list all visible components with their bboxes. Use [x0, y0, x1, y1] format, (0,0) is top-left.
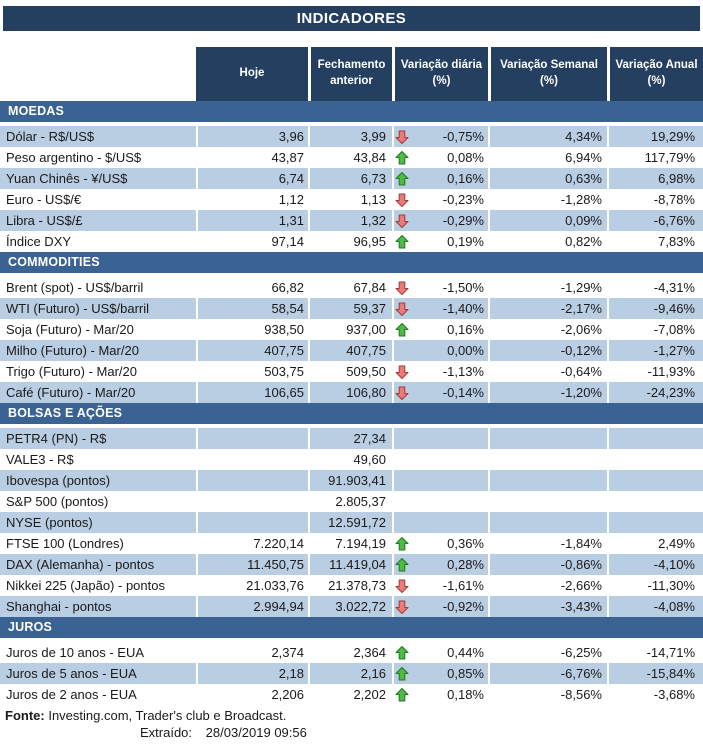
- variacao-diaria-cell: [392, 684, 488, 705]
- variacao-diaria-value: 0,85%: [447, 666, 484, 681]
- table-row: [0, 491, 703, 512]
- variacao-diaria-value: -0,29%: [442, 213, 484, 228]
- row-label: Peso argentino - $/US$: [6, 150, 142, 165]
- row-label: Milho (Futuro) - Mar/20: [0, 340, 196, 361]
- variacao-diaria-cell: [392, 340, 488, 361]
- variacao-diaria-cell: [392, 147, 488, 168]
- variacao-diaria-cell: [392, 277, 488, 298]
- table-row: [0, 596, 703, 617]
- hoje-value: [196, 512, 308, 533]
- fechamento-value: 2,202: [308, 684, 392, 705]
- fechamento-value: 43,84: [308, 147, 392, 168]
- variacao-anual-value: 117,79%: [607, 147, 703, 168]
- fechamento-value: 6,73: [308, 168, 392, 189]
- hoje-value: 21.033,76: [196, 575, 308, 596]
- table-row: [0, 277, 703, 298]
- extracted-timestamp: 28/03/2019 09:56: [205, 725, 307, 740]
- variacao-semanal-value: 0,63%: [488, 168, 607, 189]
- variacao-diaria-cell: [392, 319, 488, 340]
- up-arrow-icon: [394, 665, 411, 682]
- report-title: INDICADORES: [3, 6, 700, 31]
- row-label: DAX (Alemanha) - pontos: [0, 554, 196, 575]
- indicators-report: [0, 6, 703, 741]
- hoje-value: 1,31: [196, 210, 308, 231]
- variacao-diaria-cell: [392, 642, 488, 663]
- hoje-value: 2,374: [196, 642, 308, 663]
- column-header-hoje: Hoje: [196, 47, 308, 101]
- row-label: PETR4 (PN) - R$: [0, 428, 196, 449]
- table-row: [0, 340, 703, 361]
- variacao-anual-value: 2,49%: [607, 533, 703, 554]
- table-row: [0, 319, 703, 340]
- variacao-semanal-value: 6,94%: [488, 147, 607, 168]
- hoje-value: 43,87: [196, 147, 308, 168]
- table-row: [0, 298, 703, 319]
- hoje-value: [196, 491, 308, 512]
- variacao-diaria-cell: [392, 298, 488, 319]
- variacao-diaria-cell: [392, 470, 488, 491]
- down-arrow-icon: [394, 384, 411, 401]
- hoje-value: 407,75: [196, 340, 308, 361]
- up-arrow-icon: [394, 321, 411, 338]
- variacao-diaria-value: 0,44%: [447, 645, 484, 660]
- variacao-semanal-value: -1,28%: [488, 189, 607, 210]
- variacao-anual-value: -15,84%: [607, 663, 703, 684]
- variacao-diaria-cell: [392, 449, 488, 470]
- variacao-diaria-cell: [392, 168, 488, 189]
- variacao-anual-value: -1,27%: [607, 340, 703, 361]
- variacao-anual-value: [607, 449, 703, 470]
- variacao-anual-value: -4,31%: [607, 277, 703, 298]
- fechamento-value: 1,13: [308, 189, 392, 210]
- no-arrow-placeholder: [394, 514, 411, 531]
- fechamento-value: 49,60: [308, 449, 392, 470]
- row-label: Libra - US$/£: [0, 210, 196, 231]
- row-label: FTSE 100 (Londres): [6, 536, 124, 551]
- no-arrow-placeholder: [394, 493, 411, 510]
- column-header-variacao-diaria: Variação diária (%): [392, 47, 488, 101]
- variacao-diaria-value: -0,23%: [442, 192, 484, 207]
- hoje-value: 6,74: [196, 168, 308, 189]
- fechamento-value: 2.805,37: [308, 491, 392, 512]
- fechamento-value: 59,37: [308, 298, 392, 319]
- variacao-semanal-value: [488, 449, 607, 470]
- variacao-semanal-value: -8,56%: [488, 684, 607, 705]
- table-row: [0, 575, 703, 596]
- up-arrow-icon: [394, 686, 411, 703]
- fechamento-value: 1,32: [308, 210, 392, 231]
- variacao-semanal-value: -0,12%: [488, 340, 607, 361]
- variacao-semanal-value: -6,76%: [488, 663, 607, 684]
- variacao-anual-value: [607, 491, 703, 512]
- variacao-anual-value: -3,68%: [607, 684, 703, 705]
- fechamento-value: 509,50: [308, 361, 392, 382]
- variacao-anual-value: -7,08%: [607, 319, 703, 340]
- variacao-semanal-value: [488, 491, 607, 512]
- variacao-semanal-value: [488, 512, 607, 533]
- variacao-diaria-value: 0,16%: [447, 322, 484, 337]
- variacao-diaria-value: 0,28%: [447, 557, 484, 572]
- row-label: VALE3 - R$: [6, 452, 74, 467]
- fechamento-value: 3,99: [308, 126, 392, 147]
- variacao-diaria-value: -1,40%: [442, 301, 484, 316]
- variacao-diaria-value: 0,16%: [447, 171, 484, 186]
- extracted-line: [0, 724, 703, 741]
- variacao-diaria-value: -0,75%: [442, 129, 484, 144]
- up-arrow-icon: [394, 535, 411, 552]
- row-label: Brent (spot) - US$/barril: [6, 280, 144, 295]
- column-header-fechamento: Fechamento anterior: [308, 47, 392, 101]
- variacao-semanal-value: -6,25%: [488, 642, 607, 663]
- variacao-anual-value: -8,78%: [607, 189, 703, 210]
- down-arrow-icon: [394, 191, 411, 208]
- variacao-diaria-cell: [392, 575, 488, 596]
- variacao-semanal-value: -2,06%: [488, 319, 607, 340]
- hoje-value: 2.994,94: [196, 596, 308, 617]
- variacao-anual-value: [607, 470, 703, 491]
- row-label: Dólar - R$/US$: [0, 126, 196, 147]
- table-row: [0, 449, 703, 470]
- variacao-diaria-value: 0,19%: [447, 234, 484, 249]
- row-label: NYSE (pontos): [0, 512, 196, 533]
- up-arrow-icon: [394, 644, 411, 661]
- variacao-semanal-value: -0,64%: [488, 361, 607, 382]
- down-arrow-icon: [394, 577, 411, 594]
- table-row: [0, 554, 703, 575]
- variacao-diaria-value: -1,61%: [442, 578, 484, 593]
- variacao-anual-value: -11,30%: [607, 575, 703, 596]
- variacao-semanal-value: -0,86%: [488, 554, 607, 575]
- table-row: [0, 126, 703, 147]
- fechamento-value: 12.591,72: [308, 512, 392, 533]
- no-arrow-placeholder: [394, 472, 411, 489]
- variacao-diaria-cell: [392, 512, 488, 533]
- row-label: Soja (Futuro) - Mar/20: [6, 322, 134, 337]
- variacao-diaria-cell: [392, 382, 488, 403]
- table-row: [0, 189, 703, 210]
- row-label: Índice DXY: [6, 234, 72, 249]
- variacao-anual-value: -9,46%: [607, 298, 703, 319]
- fechamento-value: 407,75: [308, 340, 392, 361]
- table-row: [0, 210, 703, 231]
- fechamento-value: 2,16: [308, 663, 392, 684]
- fechamento-value: 21.378,73: [308, 575, 392, 596]
- down-arrow-icon: [394, 279, 411, 296]
- variacao-semanal-value: -1,20%: [488, 382, 607, 403]
- hoje-value: 106,65: [196, 382, 308, 403]
- column-header-spacer: [0, 47, 196, 101]
- fechamento-value: 96,95: [308, 231, 392, 252]
- hoje-value: 2,18: [196, 663, 308, 684]
- variacao-anual-value: -24,23%: [607, 382, 703, 403]
- hoje-value: [196, 470, 308, 491]
- variacao-anual-value: 6,98%: [607, 168, 703, 189]
- source-text: Investing.com, Trader's club e Broadcast.: [48, 708, 287, 723]
- table-row: [0, 663, 703, 684]
- table-row: [0, 470, 703, 491]
- hoje-value: 7.220,14: [196, 533, 308, 554]
- variacao-diaria-value: 0,08%: [447, 150, 484, 165]
- variacao-anual-value: -4,08%: [607, 596, 703, 617]
- variacao-anual-value: 19,29%: [607, 126, 703, 147]
- variacao-diaria-value: -1,50%: [442, 280, 484, 295]
- variacao-diaria-cell: [392, 554, 488, 575]
- up-arrow-icon: [394, 170, 411, 187]
- row-label: Juros de 5 anos - EUA: [0, 663, 196, 684]
- section-header-moedas: MOEDAS: [0, 101, 703, 122]
- table-row: [0, 428, 703, 449]
- row-label: Café (Futuro) - Mar/20: [0, 382, 196, 403]
- table-row: [0, 382, 703, 403]
- table-row: [0, 533, 703, 554]
- variacao-diaria-value: 0,18%: [447, 687, 484, 702]
- table-row: [0, 231, 703, 252]
- hoje-value: [196, 449, 308, 470]
- variacao-semanal-value: -3,43%: [488, 596, 607, 617]
- variacao-semanal-value: -2,66%: [488, 575, 607, 596]
- table-body: [0, 101, 703, 705]
- up-arrow-icon: [394, 233, 411, 250]
- row-label: WTI (Futuro) - US$/barril: [0, 298, 196, 319]
- section-header-juros: JUROS: [0, 617, 703, 638]
- variacao-diaria-value: 0,00%: [447, 343, 484, 358]
- fechamento-value: 2,364: [308, 642, 392, 663]
- variacao-diaria-cell: [392, 596, 488, 617]
- variacao-diaria-cell: [392, 189, 488, 210]
- variacao-anual-value: -14,71%: [607, 642, 703, 663]
- row-label: Shanghai - pontos: [0, 596, 196, 617]
- no-arrow-placeholder: [394, 430, 411, 447]
- table-row: [0, 512, 703, 533]
- variacao-semanal-value: -1,29%: [488, 277, 607, 298]
- variacao-anual-value: [607, 512, 703, 533]
- up-arrow-icon: [394, 556, 411, 573]
- fechamento-value: 27,34: [308, 428, 392, 449]
- section-header-commodities: COMMODITIES: [0, 252, 703, 273]
- source-label: Fonte:: [5, 708, 45, 723]
- no-arrow-placeholder: [394, 451, 411, 468]
- variacao-diaria-value: -1,13%: [442, 364, 484, 379]
- hoje-value: 503,75: [196, 361, 308, 382]
- hoje-value: 1,12: [196, 189, 308, 210]
- down-arrow-icon: [394, 300, 411, 317]
- fechamento-value: 7.194,19: [308, 533, 392, 554]
- fechamento-value: 106,80: [308, 382, 392, 403]
- variacao-diaria-cell: [392, 231, 488, 252]
- row-label: Trigo (Futuro) - Mar/20: [6, 364, 137, 379]
- table-row: [0, 361, 703, 382]
- report-footer: [0, 707, 703, 741]
- section-header-bolsas-e-acoes: BOLSAS E AÇÕES: [0, 403, 703, 424]
- column-header-variacao-semanal: Variação Semanal (%): [488, 47, 607, 101]
- no-arrow-placeholder: [394, 342, 411, 359]
- hoje-value: 66,82: [196, 277, 308, 298]
- hoje-value: [196, 428, 308, 449]
- fechamento-value: 3.022,72: [308, 596, 392, 617]
- variacao-anual-value: 7,83%: [607, 231, 703, 252]
- variacao-anual-value: -6,76%: [607, 210, 703, 231]
- source-line: [0, 707, 703, 724]
- table-row: [0, 168, 703, 189]
- down-arrow-icon: [394, 598, 411, 615]
- row-label: Nikkei 225 (Japão) - pontos: [6, 578, 165, 593]
- variacao-semanal-value: 0,82%: [488, 231, 607, 252]
- hoje-value: 58,54: [196, 298, 308, 319]
- row-label: Euro - US$/€: [6, 192, 82, 207]
- variacao-diaria-value: 0,36%: [447, 536, 484, 551]
- table-row: [0, 684, 703, 705]
- column-header-row: [0, 47, 703, 101]
- fechamento-value: 937,00: [308, 319, 392, 340]
- variacao-diaria-cell: [392, 361, 488, 382]
- variacao-anual-value: -4,10%: [607, 554, 703, 575]
- variacao-diaria-cell: [392, 428, 488, 449]
- variacao-semanal-value: [488, 470, 607, 491]
- row-label: Ibovespa (pontos): [0, 470, 196, 491]
- variacao-semanal-value: -2,17%: [488, 298, 607, 319]
- hoje-value: 11.450,75: [196, 554, 308, 575]
- row-label: S&P 500 (pontos): [6, 494, 109, 509]
- variacao-diaria-cell: [392, 663, 488, 684]
- table-row: [0, 642, 703, 663]
- variacao-anual-value: -11,93%: [607, 361, 703, 382]
- hoje-value: 3,96: [196, 126, 308, 147]
- variacao-diaria-cell: [392, 533, 488, 554]
- variacao-semanal-value: 0,09%: [488, 210, 607, 231]
- variacao-diaria-value: -0,92%: [442, 599, 484, 614]
- variacao-semanal-value: 4,34%: [488, 126, 607, 147]
- table-row: [0, 147, 703, 168]
- row-label: Juros de 2 anos - EUA: [6, 687, 137, 702]
- variacao-diaria-value: -0,14%: [442, 385, 484, 400]
- hoje-value: 2,206: [196, 684, 308, 705]
- fechamento-value: 91.903,41: [308, 470, 392, 491]
- variacao-diaria-cell: [392, 126, 488, 147]
- fechamento-value: 11.419,04: [308, 554, 392, 575]
- variacao-semanal-value: [488, 428, 607, 449]
- variacao-diaria-cell: [392, 210, 488, 231]
- row-label: Yuan Chinês - ¥/US$: [0, 168, 196, 189]
- row-label: Juros de 10 anos - EUA: [6, 645, 145, 660]
- extracted-label: Extraído:: [140, 725, 193, 740]
- hoje-value: 938,50: [196, 319, 308, 340]
- down-arrow-icon: [394, 128, 411, 145]
- hoje-value: 97,14: [196, 231, 308, 252]
- column-header-variacao-anual: Variação Anual (%): [607, 47, 703, 101]
- down-arrow-icon: [394, 363, 411, 380]
- fechamento-value: 67,84: [308, 277, 392, 298]
- variacao-semanal-value: -1,84%: [488, 533, 607, 554]
- down-arrow-icon: [394, 212, 411, 229]
- up-arrow-icon: [394, 149, 411, 166]
- variacao-diaria-cell: [392, 491, 488, 512]
- variacao-anual-value: [607, 428, 703, 449]
